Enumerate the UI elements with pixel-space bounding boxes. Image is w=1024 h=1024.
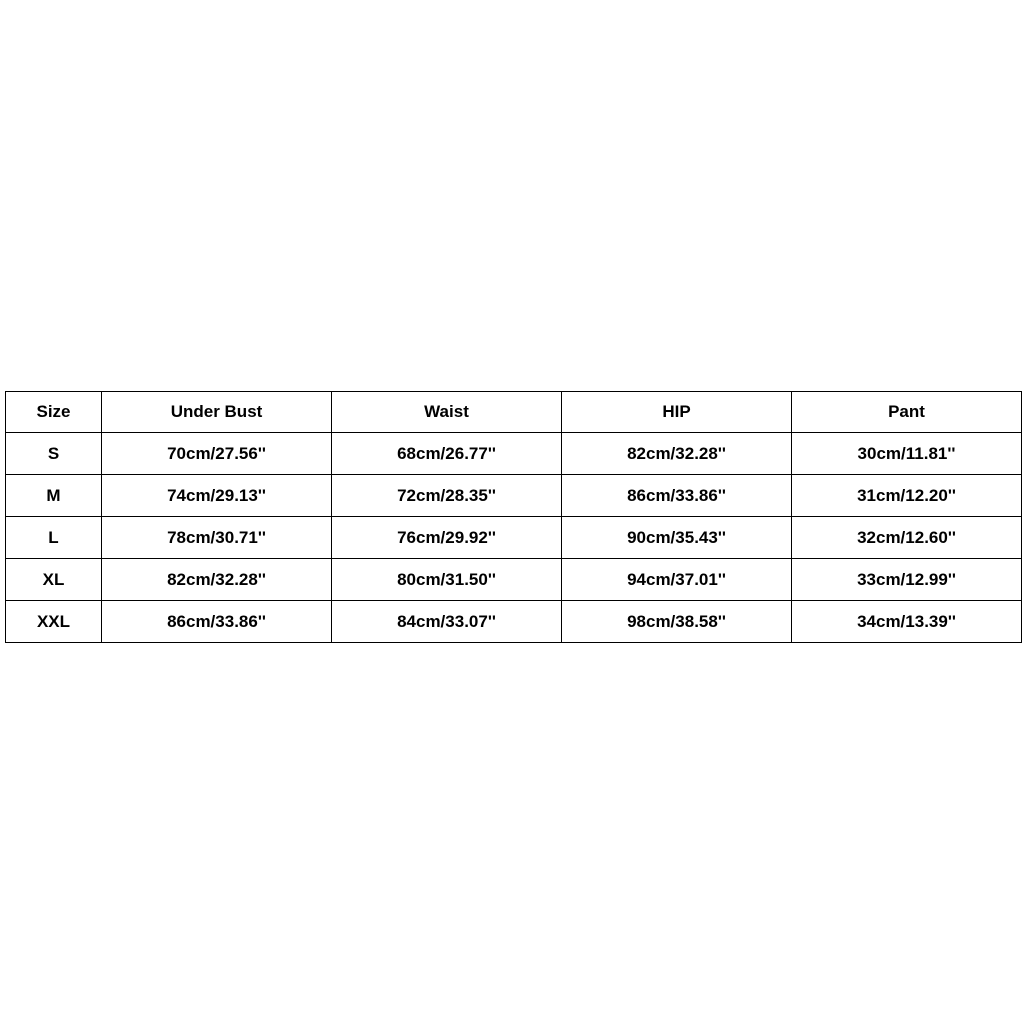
cell-waist: 72cm/28.35'' — [332, 475, 562, 517]
header-under-bust: Under Bust — [102, 392, 332, 433]
header-waist: Waist — [332, 392, 562, 433]
cell-hip: 98cm/38.58'' — [562, 601, 792, 643]
cell-pant: 32cm/12.60'' — [792, 517, 1022, 559]
table-header-row — [6, 392, 1022, 433]
cell-size: S — [6, 433, 102, 475]
table-row — [6, 433, 1022, 475]
cell-waist: 84cm/33.07'' — [332, 601, 562, 643]
cell-under-bust: 86cm/33.86'' — [102, 601, 332, 643]
cell-hip: 82cm/32.28'' — [562, 433, 792, 475]
cell-under-bust: 82cm/32.28'' — [102, 559, 332, 601]
size-chart-table — [5, 391, 1022, 643]
cell-size: L — [6, 517, 102, 559]
cell-waist: 68cm/26.77'' — [332, 433, 562, 475]
cell-pant: 31cm/12.20'' — [792, 475, 1022, 517]
header-size: Size — [6, 392, 102, 433]
cell-pant: 33cm/12.99'' — [792, 559, 1022, 601]
cell-hip: 94cm/37.01'' — [562, 559, 792, 601]
cell-size: M — [6, 475, 102, 517]
cell-under-bust: 78cm/30.71'' — [102, 517, 332, 559]
cell-pant: 30cm/11.81'' — [792, 433, 1022, 475]
cell-under-bust: 70cm/27.56'' — [102, 433, 332, 475]
cell-pant: 34cm/13.39'' — [792, 601, 1022, 643]
table-row — [6, 559, 1022, 601]
cell-size: XXL — [6, 601, 102, 643]
cell-waist: 76cm/29.92'' — [332, 517, 562, 559]
cell-under-bust: 74cm/29.13'' — [102, 475, 332, 517]
cell-hip: 86cm/33.86'' — [562, 475, 792, 517]
cell-hip: 90cm/35.43'' — [562, 517, 792, 559]
header-hip: HIP — [562, 392, 792, 433]
cell-size: XL — [6, 559, 102, 601]
cell-waist: 80cm/31.50'' — [332, 559, 562, 601]
table-row — [6, 601, 1022, 643]
table-row — [6, 517, 1022, 559]
table-row — [6, 475, 1022, 517]
header-pant: Pant — [792, 392, 1022, 433]
